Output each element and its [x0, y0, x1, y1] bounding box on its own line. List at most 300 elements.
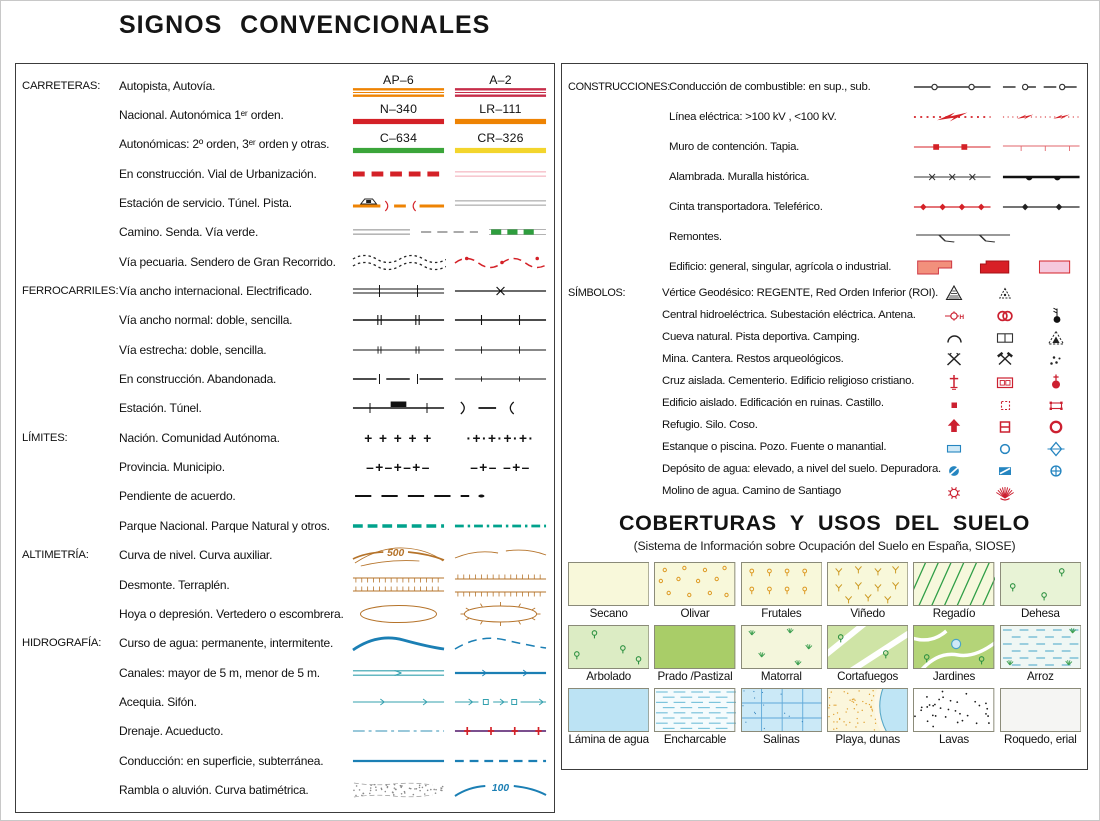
- camping-icon: [1030, 327, 1081, 347]
- symbol-stipple: [351, 777, 446, 803]
- landcover-label: Lavas: [939, 733, 969, 746]
- row-label: Rambla o aluvión. Curva batimétrica.: [119, 782, 309, 797]
- empty-slot: [1030, 283, 1081, 303]
- landcover-roquedo: [1000, 688, 1081, 749]
- page-title: SIGNOS CONVENCIONALES: [119, 11, 491, 39]
- row-label: Pendiente de acuerdo.: [119, 489, 236, 504]
- landcover-label: Salinas: [763, 733, 800, 746]
- landcover-label: Viñedo: [850, 607, 886, 620]
- svg-text:–+– –+–: –+– –+–: [470, 458, 531, 475]
- row-label: Desmonte. Terraplén.: [119, 577, 230, 592]
- legend-row: [568, 132, 1081, 162]
- row-label: Vía ancho normal: doble, sencilla.: [119, 313, 293, 328]
- icon-area: [928, 305, 1081, 325]
- road-code-label: N–340: [379, 102, 418, 117]
- hydro-plant-icon: [928, 305, 979, 325]
- silo-icon: [979, 415, 1030, 435]
- building-isolated-icon: [928, 393, 979, 413]
- coberturas-subtitle: (Sistema de Información sobre Ocupación del Suelo en España, SIOSE): [633, 539, 1016, 553]
- landcover-swatch: [654, 562, 735, 606]
- symbol-area: [912, 194, 1081, 220]
- landcover-lavas: [913, 688, 994, 749]
- spring-icon: [1030, 437, 1081, 457]
- well-icon: [979, 437, 1030, 457]
- landcover-label: Encharcable: [663, 733, 727, 746]
- legend-row: [568, 162, 1081, 192]
- row-label: Canales: mayor de 5 m, menor de 5 m.: [119, 665, 320, 680]
- landcover-olivar: [654, 562, 735, 623]
- construcciones-section: [568, 72, 1081, 282]
- landcover-label: Secano: [589, 607, 628, 620]
- coberturas-section: [568, 511, 1081, 749]
- row-label: Edificio: general, singular, agrícola o industrial.: [669, 261, 892, 273]
- symbol-ellipse-ticks: [453, 601, 548, 627]
- landcover-arroz: [1000, 625, 1081, 686]
- legend-row: [22, 570, 548, 599]
- legend-row: [568, 252, 1081, 282]
- landcover-frutales: [741, 562, 822, 623]
- landcover-swatch: [827, 688, 908, 732]
- symbol-area: [351, 366, 548, 392]
- symbol-rail-station: [351, 395, 446, 421]
- symbol-elec-hi: [912, 104, 993, 130]
- legend-row: [568, 192, 1081, 222]
- symbol-dbl-thin: [453, 190, 548, 216]
- symbol-area: [351, 190, 548, 216]
- row-label: Drenaje. Acueducto.: [119, 724, 224, 739]
- landcover-matorral: [741, 625, 822, 686]
- legend-row: [22, 482, 548, 511]
- icon-area: [928, 283, 1081, 303]
- castle-icon: [1030, 393, 1081, 413]
- landcover-swatch: [568, 625, 649, 669]
- symbol-area: [351, 777, 548, 803]
- symbol-area: [351, 74, 548, 98]
- left-panel: [15, 63, 555, 813]
- icon-area: [928, 459, 1081, 479]
- legend-row: [22, 188, 548, 217]
- row-label: Alambrada. Muralla histórica.: [669, 171, 810, 183]
- legend-row: [22, 276, 548, 305]
- row-label: Mina. Cantera. Restos arqueológicos.: [662, 353, 844, 365]
- symbol-area: [351, 395, 548, 421]
- icon-area: [928, 327, 1081, 347]
- row-label: Conducción: en superficie, subterránea.: [119, 753, 324, 768]
- section-label: ALTIMETRÍA:: [22, 549, 89, 562]
- landcover-swatch: [741, 688, 822, 732]
- symbol-area: [351, 219, 548, 245]
- landcover-regadio: [913, 562, 994, 623]
- legend-row: [22, 394, 548, 423]
- symbol-pipe-dash: [1001, 74, 1082, 100]
- legend-row: [22, 629, 548, 658]
- symbol-bar: [351, 103, 446, 127]
- landcover-swatch: [1000, 562, 1081, 606]
- symbol-dash-thin: [419, 219, 480, 245]
- row-label: Autopista, Autovía.: [119, 78, 216, 93]
- legend-row: [22, 130, 548, 159]
- symbol-dash-end-dot: [351, 483, 548, 509]
- symbol-rail-single: [453, 307, 548, 333]
- landcover-label: Playa, dunas: [835, 733, 900, 746]
- symbol-river-dash: [453, 630, 548, 656]
- svg-text:–+–+–+–: –+–+–+–: [366, 458, 431, 475]
- legend-row: [22, 746, 548, 775]
- symbol-wavy-red: [453, 249, 548, 275]
- landcover-dehesa: [1000, 562, 1081, 623]
- symbol-area: [351, 454, 548, 480]
- landcover-label: Lámina de agua: [568, 733, 649, 746]
- legend-row: [22, 218, 548, 247]
- symbol-area: [912, 254, 1081, 280]
- row-label: Vía pecuaria. Sendero de Gran Recorrido.: [119, 254, 336, 269]
- svg-text:H: H: [958, 313, 964, 321]
- symbol-hachure-a: [351, 572, 446, 598]
- road-code-label: A–2: [489, 72, 512, 87]
- section-label: CARRETERAS:: [22, 79, 101, 92]
- icon-area: [928, 349, 1081, 369]
- landcover-label: Matorral: [760, 670, 802, 683]
- symbol-rail-intl: [351, 278, 446, 304]
- symbol-greenway: [487, 219, 548, 245]
- section-label: FERROCARRILES:: [22, 285, 119, 298]
- symbol-rail-double-n: [351, 337, 446, 363]
- symbol-dbl-thin: [351, 219, 412, 245]
- santiago-shell-icon: [979, 481, 1030, 501]
- pond-icon: [928, 437, 979, 457]
- row-label: Autonómicas: 2º orden, 3ᵉʳ orden y otras.: [119, 137, 330, 152]
- symbol-area: [351, 718, 548, 744]
- landcover-label: Cortafuegos: [837, 670, 899, 683]
- bullring-icon: [1030, 415, 1081, 435]
- legend-row: [22, 511, 548, 540]
- symbol-hachure-b: [453, 572, 548, 598]
- landcover-prado: [654, 625, 735, 686]
- symbol-canal-double: [351, 660, 446, 686]
- symbol-glyphs: [351, 454, 446, 480]
- symbol-remontes: [912, 224, 1081, 250]
- landcover-label: Arroz: [1026, 670, 1054, 683]
- symbol-rail-double: [351, 307, 446, 333]
- treatment-plant-icon: [1030, 459, 1081, 479]
- landcover-swatch: [913, 562, 994, 606]
- landcover-vinedo: [827, 562, 908, 623]
- symbol-elec-lo: [1001, 104, 1082, 130]
- symbol-wall-squares: [912, 134, 993, 160]
- symbol-contour: [351, 542, 446, 568]
- symbol-area: [351, 483, 548, 509]
- symbol-rail-constr: [351, 366, 446, 392]
- road-code-label: LR–111: [479, 102, 522, 117]
- row-label: Línea eléctrica: >100 kV , <100 kV.: [669, 111, 837, 123]
- simbolos-section: [568, 282, 1081, 502]
- symbol-area: [351, 542, 548, 568]
- landcover-swatch: [741, 625, 822, 669]
- symbol-hwy: [453, 74, 548, 98]
- landcover-swatch: [654, 625, 735, 669]
- symbol-wavy-dotted: [351, 249, 446, 275]
- landcover-encharcable: [654, 688, 735, 749]
- road-code-label: CR–326: [477, 131, 524, 146]
- symbol-sifon: [453, 689, 548, 715]
- road-code-label: AP–6: [383, 72, 414, 87]
- symbol-area: [351, 337, 548, 363]
- row-label: En construcción. Abandonada.: [119, 372, 277, 387]
- symbol-muralla: [1001, 164, 1082, 190]
- symbol-area: [912, 164, 1081, 190]
- symbol-area: [351, 307, 548, 333]
- symbol-area: [351, 103, 548, 127]
- legend-row: [22, 71, 548, 100]
- empty-slot: [1030, 481, 1081, 501]
- row-label: Curso de agua: permanente, intermitente.: [119, 636, 334, 651]
- symbol-dash-med: [453, 748, 548, 774]
- legend-row: [22, 364, 548, 393]
- symbol-bldg-general: [912, 254, 963, 280]
- row-label: Cueva natural. Pista deportiva. Camping.: [662, 331, 860, 343]
- icon-area: [928, 481, 1081, 501]
- legend-row: [22, 335, 548, 364]
- symbol-rail-tunnel: [453, 395, 548, 421]
- symbol-dbl-thin: [453, 161, 548, 187]
- icon-area: [928, 393, 1081, 413]
- symbol-diamonds: [912, 194, 993, 220]
- cross-icon: [928, 371, 979, 391]
- coberturas-title: COBERTURAS Y USOS DEL SUELO: [619, 511, 1030, 535]
- symbol-rail-x: [453, 278, 548, 304]
- landcover-secano: [568, 562, 649, 623]
- symbol-area: [351, 601, 548, 627]
- symbol-glyphs: [453, 425, 548, 451]
- landcover-grid: [568, 562, 1081, 749]
- symbol-drain: [351, 718, 446, 744]
- symbol-area: [912, 134, 1081, 160]
- landcover-swatch: [654, 688, 735, 732]
- landcover-label: Dehesa: [1020, 607, 1060, 620]
- landcover-swatch: [568, 688, 649, 732]
- watermill-icon: [928, 481, 979, 501]
- symbol-area: [912, 74, 1081, 100]
- symbol-bldg-singular: [971, 254, 1022, 280]
- legend-row: [22, 452, 548, 481]
- symbol-area: [351, 689, 548, 715]
- landcover-swatch: [741, 562, 822, 606]
- legend-row: [568, 304, 1081, 326]
- landcover-label: Roquedo, erial: [1004, 733, 1077, 746]
- symbol-hwy: [351, 74, 446, 98]
- symbol-ellipse: [351, 601, 446, 627]
- section-label: CONSTRUCCIONES:: [568, 81, 670, 93]
- landcover-label: Regadío: [932, 607, 976, 620]
- right-panel: [561, 63, 1088, 770]
- row-label: Refugio. Silo. Coso.: [662, 419, 758, 431]
- cemetery-icon: [979, 371, 1030, 391]
- landcover-swatch: [827, 625, 908, 669]
- section-label: HIDROGRAFÍA:: [22, 637, 102, 650]
- sports-field-icon: [979, 327, 1030, 347]
- row-label: Cruz aislada. Cementerio. Edificio religioso cristiano.: [662, 375, 915, 387]
- landcover-label: Prado /Pastizal: [657, 670, 733, 683]
- legend-row: [568, 480, 1081, 502]
- symbol-bar: [351, 132, 446, 156]
- row-label: Parque Nacional. Parque Natural y otros.: [119, 518, 330, 533]
- quarry-icon: [979, 349, 1030, 369]
- landcover-playa: [827, 688, 908, 749]
- landcover-label: Frutales: [761, 607, 802, 620]
- legend-row: [22, 247, 548, 276]
- legend-row: [22, 658, 548, 687]
- mine-icon: [928, 349, 979, 369]
- building-ruin-icon: [979, 393, 1030, 413]
- row-label: Molino de agua. Camino de Santiago: [662, 485, 841, 497]
- tank-ground-icon: [979, 459, 1030, 479]
- symbol-dash-thick: [351, 161, 446, 187]
- landcover-jardines: [913, 625, 994, 686]
- legend-row: [568, 102, 1081, 132]
- legend-row: [568, 458, 1081, 480]
- legend-row: [22, 100, 548, 129]
- symbol-diamonds: [1001, 194, 1082, 220]
- legend-row: [22, 423, 548, 452]
- church-icon: [1030, 371, 1081, 391]
- symbol-solid: [351, 748, 446, 774]
- row-label: Vértice Geodésico: REGENTE, Red Orden Inferior (ROI).: [662, 287, 939, 299]
- row-label: Conducción de combustible: en sup., sub.: [669, 81, 871, 93]
- symbol-area: [351, 660, 548, 686]
- symbol-river: [351, 630, 446, 656]
- legend-row: [568, 414, 1081, 436]
- refuge-icon: [928, 415, 979, 435]
- icon-area: [928, 415, 1081, 435]
- symbol-area: [351, 630, 548, 656]
- row-label: Edificio aislado. Edificación en ruinas. Castillo.: [662, 397, 884, 409]
- symbol-area: [912, 104, 1081, 130]
- section-label: SÍMBOLOS:: [568, 287, 626, 299]
- symbol-glyphs: [453, 454, 548, 480]
- landcover-swatch: [568, 562, 649, 606]
- legend-row: [568, 348, 1081, 370]
- symbol-pipe-solid: [912, 74, 993, 100]
- row-label: Estación de servicio. Túnel. Pista.: [119, 196, 292, 211]
- symbol-area: [351, 132, 548, 156]
- cave-icon: [928, 327, 979, 347]
- legend-row: [22, 541, 548, 570]
- legend-row: [22, 306, 548, 335]
- icon-area: [928, 371, 1081, 391]
- symbol-fence-x: [912, 164, 993, 190]
- legend-row: [568, 72, 1081, 102]
- row-label: Depósito de agua: elevado, a nivel del suelo. Depuradora.: [662, 463, 941, 475]
- row-label: Vía estrecha: doble, sencilla.: [119, 342, 267, 357]
- symbol-wall-ticks: [1001, 134, 1082, 160]
- substation-icon: [979, 305, 1030, 325]
- symbol-glyphs: [351, 425, 446, 451]
- symbol-contour-aux: [453, 542, 548, 568]
- section-label: LÍMITES:: [22, 431, 68, 444]
- row-label: Nación. Comunidad Autónoma.: [119, 430, 280, 445]
- svg-text:100: 100: [491, 782, 510, 794]
- geodesic-regente-icon: [928, 283, 979, 303]
- legend-row: [22, 775, 548, 804]
- symbol-bar: [453, 103, 548, 127]
- symbol-area: [351, 513, 548, 539]
- symbol-area: [351, 249, 548, 275]
- row-label: Cinta transportadora. Teleférico.: [669, 201, 823, 213]
- row-label: Provincia. Municipio.: [119, 460, 225, 475]
- row-label: Acequia. Sifón.: [119, 694, 197, 709]
- svg-text:500: 500: [387, 548, 405, 560]
- landcover-swatch: [1000, 625, 1081, 669]
- legend-row: [568, 370, 1081, 392]
- symbol-area: [351, 161, 548, 187]
- svg-text:·+·+·+·+·: ·+·+·+·+·: [466, 429, 535, 446]
- symbol-aqueduct: [453, 718, 548, 744]
- symbol-service: [351, 190, 446, 216]
- antenna-icon: [1030, 305, 1081, 325]
- legend-row: [568, 392, 1081, 414]
- icon-area: [928, 437, 1081, 457]
- landcover-arbolado: [568, 625, 649, 686]
- landcover-label: Jardines: [932, 670, 976, 683]
- symbol-canal-arrows: [453, 660, 548, 686]
- landcover-cortafuegos: [827, 625, 908, 686]
- row-label: Central hidroeléctrica. Subestación eléctrica. Antena.: [662, 309, 916, 321]
- landcover-swatch: [1000, 688, 1081, 732]
- legend-row: [568, 282, 1081, 304]
- legend-row: [22, 599, 548, 628]
- row-label: Estanque o piscina. Pozo. Fuente o manantial.: [662, 441, 887, 453]
- legend-row: [22, 687, 548, 716]
- landcover-swatch: [913, 688, 994, 732]
- symbol-area: [912, 224, 1081, 250]
- symbol-bar: [453, 132, 548, 156]
- symbol-area: [351, 425, 548, 451]
- row-label: En construcción. Vial de Urbanización.: [119, 166, 317, 181]
- symbol-acequia: [351, 689, 446, 715]
- legend-row: [22, 159, 548, 188]
- row-label: Remontes.: [669, 231, 722, 243]
- symbol-bathy: [453, 777, 548, 803]
- landcover-salinas: [741, 688, 822, 749]
- landcover-swatch: [913, 625, 994, 669]
- landcover-label: Olivar: [680, 607, 710, 620]
- symbol-park-dash: [351, 513, 446, 539]
- legend-row: [568, 436, 1081, 458]
- svg-text:+ + + + +: + + + + +: [364, 429, 433, 446]
- row-label: Estación. Túnel.: [119, 401, 202, 416]
- landcover-lamina: [568, 688, 649, 749]
- symbol-area: [351, 278, 548, 304]
- landcover-label: Arbolado: [586, 670, 632, 683]
- symbol-rail-aband: [453, 366, 548, 392]
- symbol-bldg-industrial: [1030, 254, 1081, 280]
- row-label: Nacional. Autonómica 1ᵉʳ orden.: [119, 108, 284, 123]
- legend-row: [22, 717, 548, 746]
- road-code-label: C–634: [379, 131, 418, 146]
- landcover-swatch: [827, 562, 908, 606]
- row-label: Vía ancho internacional. Electrificado.: [119, 284, 312, 299]
- symbol-rail-single-n: [453, 337, 548, 363]
- legend-row: [568, 222, 1081, 252]
- row-label: Curva de nivel. Curva auxiliar.: [119, 548, 273, 563]
- archaeological-icon: [1030, 349, 1081, 369]
- symbol-park-dashdot: [453, 513, 548, 539]
- legend-row: [568, 326, 1081, 348]
- row-label: Camino. Senda. Vía verde.: [119, 225, 259, 240]
- tank-elevated-icon: [928, 459, 979, 479]
- geodesic-roi-icon: [979, 283, 1030, 303]
- symbol-area: [351, 748, 548, 774]
